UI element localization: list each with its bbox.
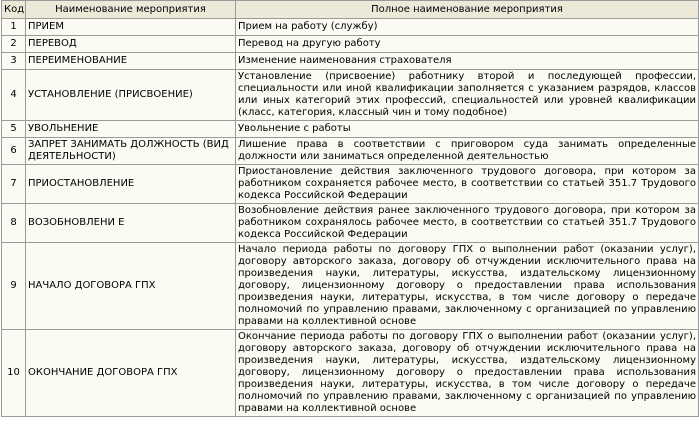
row-code: 7 xyxy=(2,165,26,204)
row-full-name: Прием на работу (службу) xyxy=(236,19,699,36)
table-row xyxy=(2,165,699,204)
row-full-name: Перевод на другую работу xyxy=(236,36,699,53)
row-code: 6 xyxy=(2,138,26,165)
header-row xyxy=(2,1,699,19)
header-code: Код xyxy=(2,1,26,19)
row-short-name: ПРИЕМ xyxy=(26,19,236,36)
header-full-name: Полное наименование мероприятия xyxy=(236,1,699,19)
table-row xyxy=(2,204,699,243)
row-full-name: Установление (присвоение) работнику второй и последующей профессии, специальности или иной квалификации заполняется с указанием разрядов, классов или иных категорий этих профессий, специальностей или уровней квалификации (класс, категория, классный чин и тому подобное) xyxy=(236,70,699,121)
events-table xyxy=(1,0,699,417)
row-full-name: Лишение права в соответствии с приговором суда занимать определенные должности или заниматься определенной деятельностью xyxy=(236,138,699,165)
row-code: 2 xyxy=(2,36,26,53)
row-full-name: Увольнение с работы xyxy=(236,121,699,138)
row-short-name: НАЧАЛО ДОГОВОРА ГПХ xyxy=(26,243,236,330)
row-full-name: Окончание периода работы по договору ГПХ о выполнении работ (оказании услуг), договору авторского заказа, договору об отчуждении исключительного права на произведения науки, литературы, искусства, издательскому лицензионному договору, лицензионному договору о предоставлении права использования произведения науки, литературы, искусства, в том числе договору о передаче полномочий по управлению правами, заключенному с организацией по управлению правами на коллективной основе xyxy=(236,330,699,417)
row-short-name: ПРИОСТАНОВЛЕНИЕ xyxy=(26,165,236,204)
table-row xyxy=(2,330,699,417)
row-full-name: Возобновление действия ранее заключенного трудового договора, при котором за работником сохранялось рабочее место, в соответствии со статьей 351.7 Трудового кодекса Российской Федерации xyxy=(236,204,699,243)
row-short-name: ОКОНЧАНИЕ ДОГОВОРА ГПХ xyxy=(26,330,236,417)
row-short-name: УВОЛЬНЕНИЕ xyxy=(26,121,236,138)
table-row xyxy=(2,138,699,165)
table-row xyxy=(2,121,699,138)
row-short-name: ЗАПРЕТ ЗАНИМАТЬ ДОЛЖНОСТЬ (ВИД ДЕЯТЕЛЬНОСТИ) xyxy=(26,138,236,165)
table-row xyxy=(2,70,699,121)
table-row xyxy=(2,53,699,70)
row-code: 10 xyxy=(2,330,26,417)
table-row xyxy=(2,243,699,330)
row-short-name: УСТАНОВЛЕНИЕ (ПРИСВОЕНИЕ) xyxy=(26,70,236,121)
row-code: 8 xyxy=(2,204,26,243)
table-row xyxy=(2,19,699,36)
row-full-name: Приостановление действия заключенного трудового договора, при котором за работником сохраняется рабочее место, в соответствии со статьей 351.7 Трудового кодекса Российской Федерации xyxy=(236,165,699,204)
row-short-name: ВОЗОБНОВЛЕНИ Е xyxy=(26,204,236,243)
row-code: 4 xyxy=(2,70,26,121)
row-full-name: Изменение наименования страхователя xyxy=(236,53,699,70)
row-code: 3 xyxy=(2,53,26,70)
row-code: 1 xyxy=(2,19,26,36)
header-short-name: Наименование мероприятия xyxy=(26,1,236,19)
row-code: 9 xyxy=(2,243,26,330)
row-code: 5 xyxy=(2,121,26,138)
row-full-name: Начало периода работы по договору ГПХ о выполнении работ (оказании услуг), договору авторского заказа, договору об отчуждении исключительного права на произведения науки, литературы, искусства, издательскому лицензионному договору, лицензионному договору о предоставлении права использования произведения науки, литературы, искусства, в том числе договору о передаче полномочий по управлению правами, заключенному с организацией по управлению правами на коллективной основе xyxy=(236,243,699,330)
table-row xyxy=(2,36,699,53)
row-short-name: ПЕРЕИМЕНОВАНИЕ xyxy=(26,53,236,70)
row-short-name: ПЕРЕВОД xyxy=(26,36,236,53)
